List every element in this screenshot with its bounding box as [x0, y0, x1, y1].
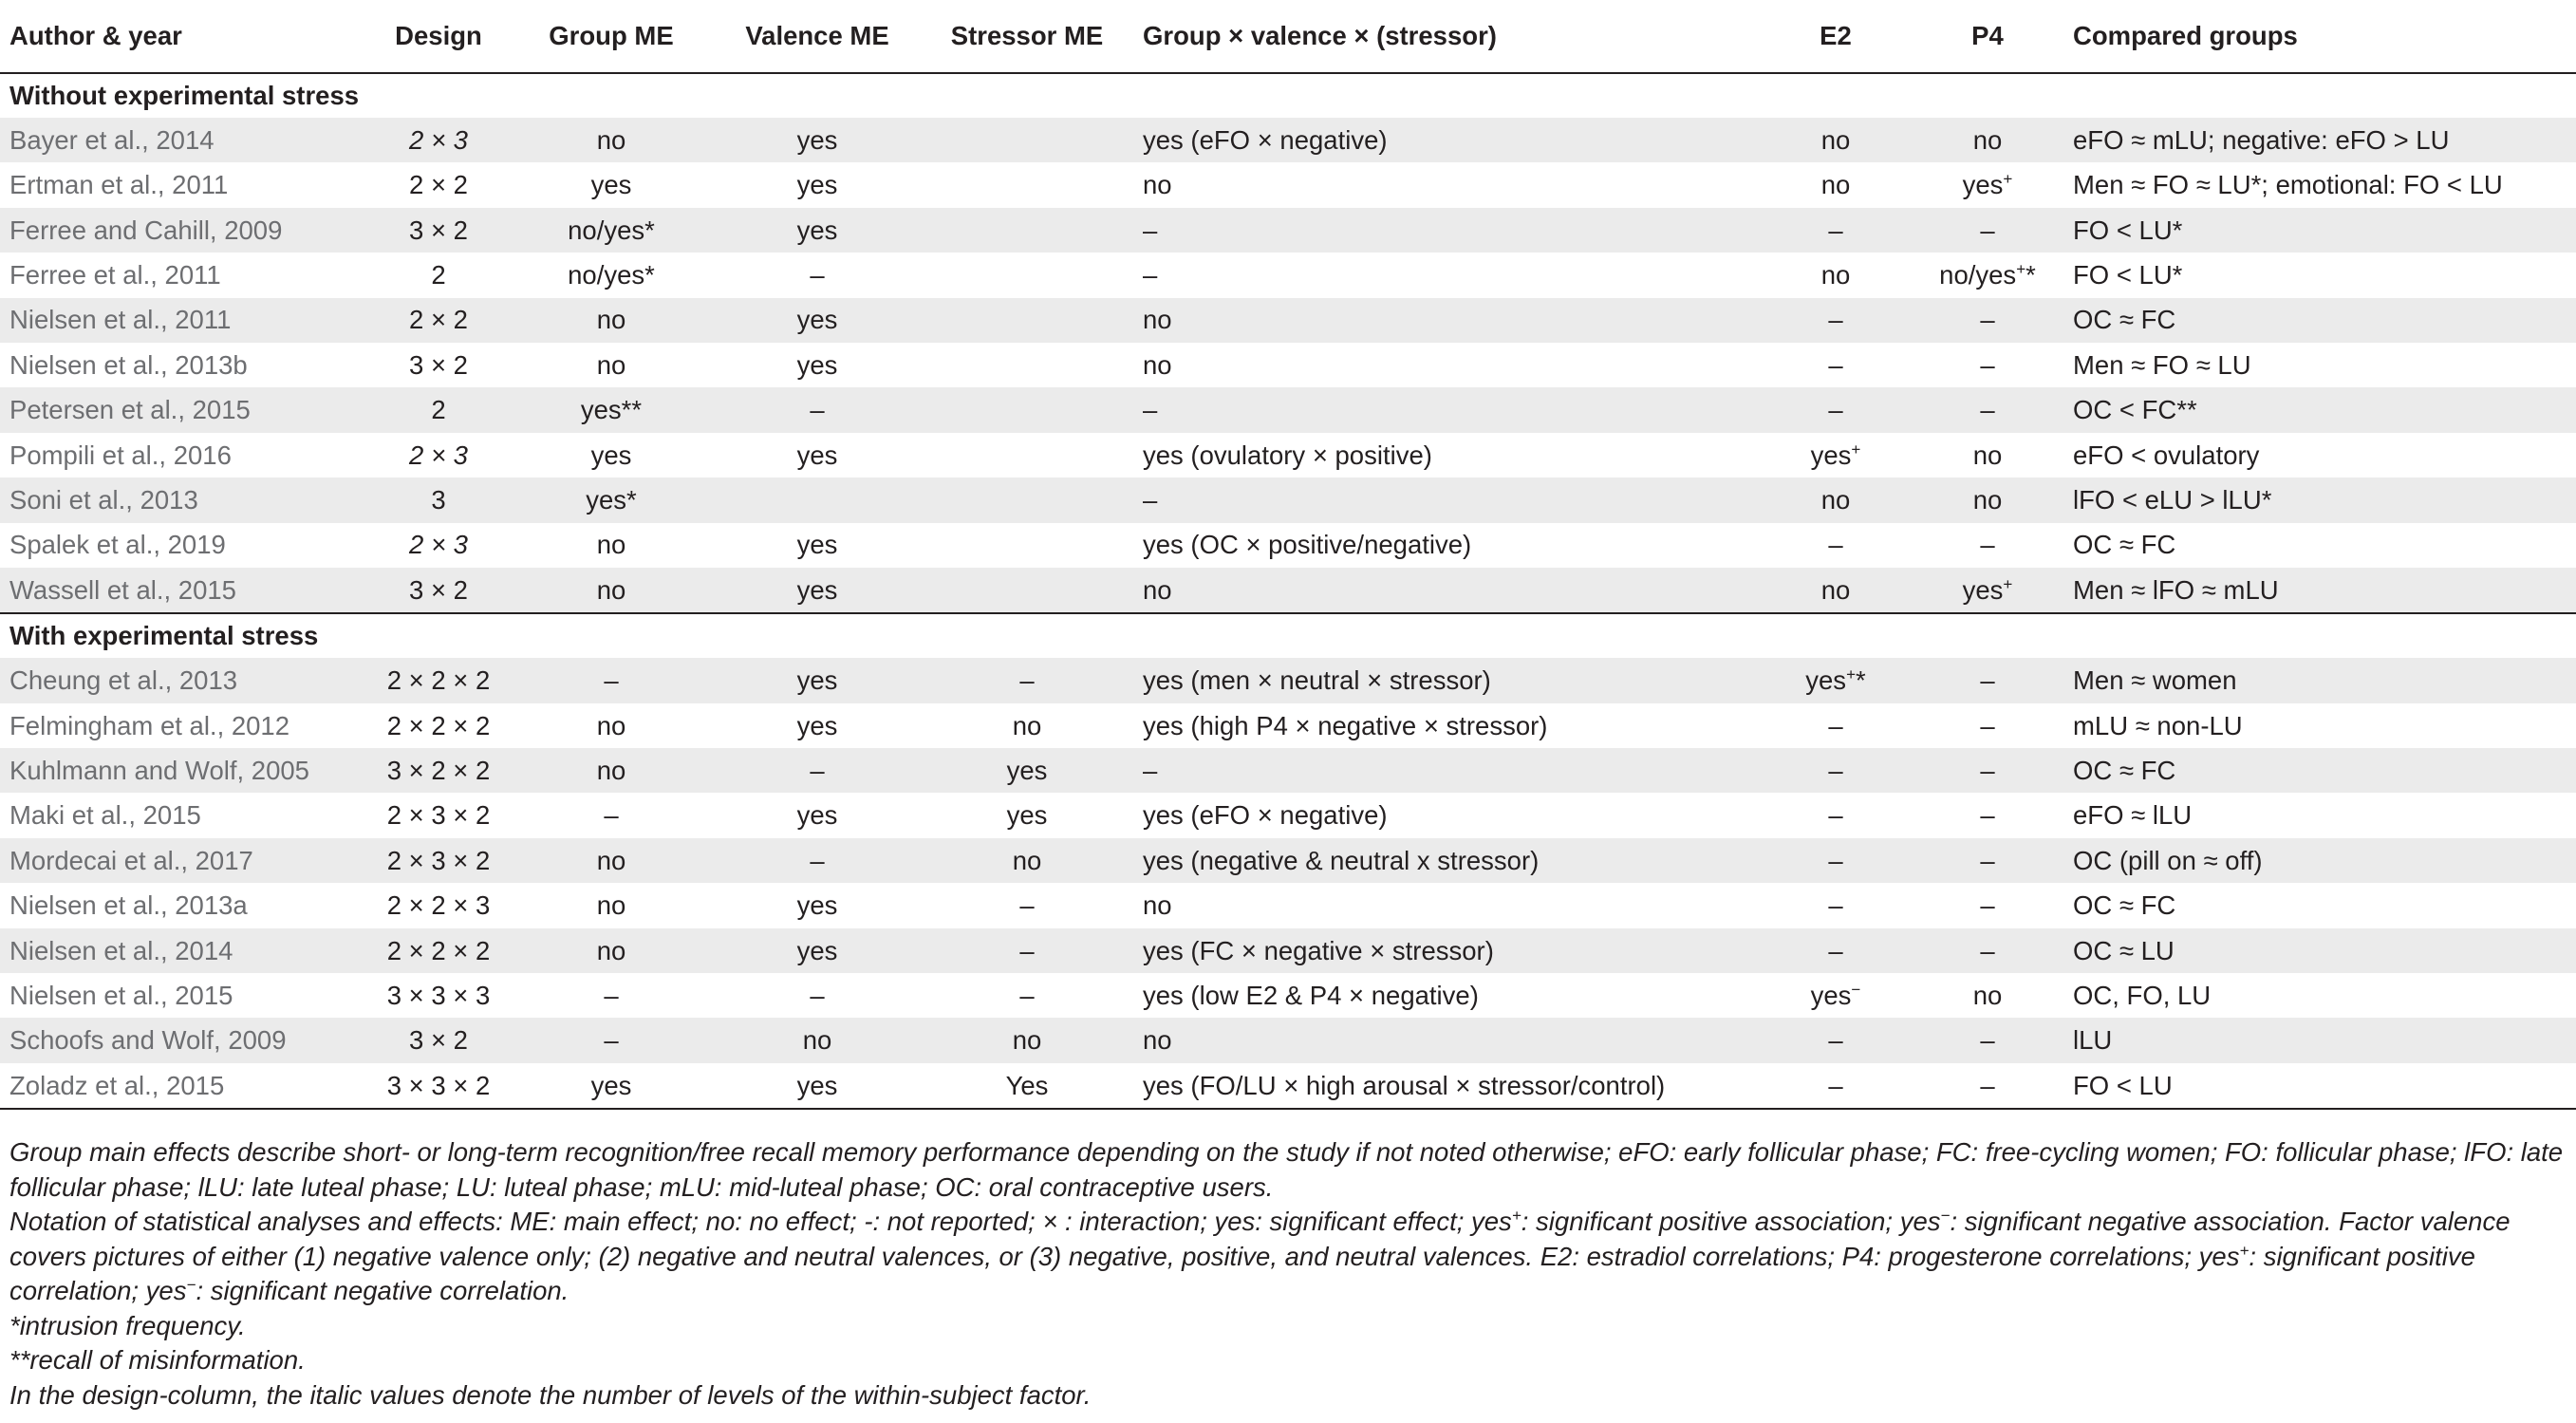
footnote-abbreviations: Group main effects describe short- or long-term recognition/free recall memory performance depending on the study if not noted otherwise; eFO: early follicular phase; FC: free-cycling women; FO: follicular phase; lFO: late follicular phase; lLU: late luteal phase; LU: luteal phase; mLU: mid-luteal phase; OC: oral contraceptive users. — [9, 1137, 2564, 1202]
cell-author: Maki et al., 2015 — [9, 800, 201, 831]
cell-p4: – — [1980, 800, 1995, 831]
section-title: With experimental stress — [9, 621, 319, 651]
cell-e2: yes+* — [1760, 658, 1912, 702]
cell-valence-me — [714, 477, 921, 522]
footnote-misinformation: **recall of misinformation. — [9, 1345, 306, 1375]
cell-stressor-me: yes — [1006, 800, 1048, 831]
header-group-me: Group ME — [509, 0, 714, 73]
cell-design: 2 × 2 × 2 — [386, 710, 491, 740]
cell-p4: – — [1912, 1063, 2063, 1109]
cell-p4: – — [1912, 928, 2063, 973]
cell-group-me: yes — [509, 1063, 714, 1109]
cell-e2: – — [1828, 890, 1843, 921]
cell-interaction: – — [1133, 748, 1760, 793]
cell-interaction: yes (FC × negative × stressor) — [1133, 928, 1760, 973]
footnote-notation-text: Notation of statistical analyses and effects: ME: main effect; no: no effect; -: not reported; × : interaction; yes: significant effect; yes+: significant positive association; yes−: significant negative association. Factor valence covers pictures of either (1) negative valence only; (2) negative and neutral valences, or (3) negative, positive, and neutral valences. E2: estradiol correlations; P4: progesterone correlations; yes+: significant positive correlation; yes−: significant negative correlation. — [9, 1206, 2511, 1305]
cell-compared-groups: lFO < eLU > lLU* — [2063, 477, 2576, 522]
cell-valence-me: – — [810, 260, 825, 290]
cell-design: 2 × 3 — [409, 440, 468, 470]
cell-e2: no — [1760, 118, 1912, 162]
cell-e2: – — [1760, 928, 1912, 973]
cell-compared-groups: eFO ≈ mLU; negative: eFO > LU — [2063, 118, 2576, 162]
cell-valence-me: yes — [714, 568, 921, 613]
cell-group-me: no/yes* — [509, 208, 714, 253]
table-row — [0, 793, 2576, 837]
cell-stressor-me — [921, 162, 1133, 207]
cell-interaction: yes (OC × positive/negative) — [1143, 530, 1472, 560]
cell-valence-me: yes — [796, 530, 838, 560]
footnote-notation — [9, 1205, 2568, 1309]
table-row — [0, 928, 2576, 973]
cell-compared-groups: FO < LU* — [2063, 208, 2576, 253]
cell-design: 2 × 2 — [409, 170, 468, 200]
table-footnotes — [9, 1135, 2568, 1413]
cell-p4: – — [1912, 387, 2063, 432]
cell-valence-me: yes — [796, 170, 838, 200]
cell-compared-groups: lLU — [2063, 1018, 2576, 1062]
cell-compared-groups: OC ≈ FC — [2073, 890, 2176, 921]
cell-valence-me: yes — [796, 440, 838, 470]
cell-author: Nielsen et al., 2015 — [9, 980, 233, 1010]
cell-p4: – — [1980, 710, 1995, 740]
cell-p4: yes+ — [1962, 170, 2013, 200]
cell-valence-me: yes — [796, 349, 838, 380]
header-valence-me: Valence ME — [714, 0, 921, 73]
cell-interaction: no — [1133, 1018, 1760, 1062]
header-compared-groups: Compared groups — [2063, 0, 2576, 73]
table-row — [0, 523, 2576, 568]
cell-author: Ferree et al., 2011 — [9, 260, 221, 290]
cell-compared-groups: OC < FC** — [2063, 387, 2576, 432]
cell-p4: – — [1912, 1018, 2063, 1062]
cell-stressor-me — [921, 477, 1133, 522]
cell-group-me: no — [509, 118, 714, 162]
cell-compared-groups: Men ≈ lFO ≈ mLU — [2063, 568, 2576, 613]
cell-stressor-me: no — [921, 1018, 1133, 1062]
cell-p4: – — [1980, 890, 1995, 921]
cell-valence-me: yes — [714, 298, 921, 343]
cell-interaction: – — [1143, 260, 1158, 290]
cell-design: 3 × 2 × 2 — [368, 748, 509, 793]
table-row — [0, 387, 2576, 432]
cell-valence-me: no — [714, 1018, 921, 1062]
cell-e2: no — [1820, 260, 1851, 290]
cell-e2: no — [1760, 477, 1912, 522]
cell-group-me: – — [509, 658, 714, 702]
cell-group-me: – — [509, 1018, 714, 1062]
header-design: Design — [368, 0, 509, 73]
cell-design: 3 × 3 × 3 — [386, 980, 491, 1010]
cell-stressor-me — [921, 433, 1133, 477]
cell-interaction: yes (FO/LU × high arousal × stressor/control) — [1133, 1063, 1760, 1109]
cell-interaction: yes (negative & neutral x stressor) — [1133, 838, 1760, 883]
cell-valence-me: – — [810, 980, 825, 1010]
table-row — [0, 703, 2576, 748]
cell-interaction: yes (eFO × negative) — [1133, 118, 1760, 162]
table-row — [0, 162, 2576, 207]
cell-interaction: no — [1143, 170, 1172, 200]
cell-valence-me: yes — [796, 890, 838, 921]
cell-group-me: no/yes* — [568, 260, 655, 290]
header-e2: E2 — [1760, 0, 1912, 73]
cell-interaction: no — [1133, 568, 1760, 613]
table-row — [0, 1063, 2576, 1109]
cell-author: Mordecai et al., 2017 — [0, 838, 368, 883]
section-header-row — [0, 73, 2576, 118]
table-row — [0, 883, 2576, 927]
cell-design: 2 — [431, 260, 446, 290]
cell-e2: – — [1760, 208, 1912, 253]
header-author: Author & year — [0, 0, 368, 73]
cell-author: Spalek et al., 2019 — [9, 530, 226, 560]
cell-p4: – — [1912, 748, 2063, 793]
cell-p4: no — [1912, 477, 2063, 522]
table-row — [0, 208, 2576, 253]
cell-stressor-me: yes — [921, 748, 1133, 793]
cell-e2: no — [1760, 568, 1912, 613]
cell-group-me: yes** — [509, 387, 714, 432]
cell-author: Nielsen et al., 2011 — [0, 298, 368, 343]
cell-valence-me: yes — [796, 710, 838, 740]
cell-e2: no — [1820, 170, 1851, 200]
cell-stressor-me: – — [1019, 890, 1035, 921]
cell-author: Pompili et al., 2016 — [9, 440, 232, 470]
cell-group-me: no — [509, 298, 714, 343]
cell-stressor-me: no — [921, 838, 1133, 883]
table-row — [0, 433, 2576, 477]
cell-p4: no/yes+* — [1939, 259, 2036, 290]
cell-interaction: no — [1133, 298, 1760, 343]
cell-design: 3 × 3 × 2 — [368, 1063, 509, 1109]
table-row — [0, 973, 2576, 1018]
cell-interaction: yes (low E2 & P4 × negative) — [1143, 980, 1479, 1010]
cell-e2: – — [1760, 298, 1912, 343]
cell-design: 2 × 2 × 2 — [368, 928, 509, 973]
cell-group-me: yes — [590, 170, 632, 200]
table-row — [0, 253, 2576, 297]
cell-design: 3 × 2 — [368, 208, 509, 253]
footnote-intrusion: *intrusion frequency. — [9, 1310, 246, 1340]
cell-stressor-me — [921, 343, 1133, 387]
cell-e2: – — [1760, 387, 1912, 432]
cell-group-me: yes* — [509, 477, 714, 522]
cell-author: Felmingham et al., 2012 — [9, 710, 290, 740]
section-without-stress — [0, 73, 2576, 613]
cell-design: 2 × 2 × 3 — [386, 890, 491, 921]
cell-stressor-me — [921, 568, 1133, 613]
cell-p4: – — [1912, 208, 2063, 253]
header-stressor-me: Stressor ME — [921, 0, 1133, 73]
cell-p4: – — [1912, 298, 2063, 343]
cell-compared-groups: mLU ≈ non-LU — [2073, 710, 2243, 740]
cell-e2: – — [1828, 530, 1843, 560]
cell-compared-groups: FO < LU — [2063, 1063, 2576, 1109]
cell-valence-me: yes — [714, 658, 921, 702]
table-row — [0, 477, 2576, 522]
cell-stressor-me — [921, 208, 1133, 253]
cell-group-me: no — [509, 928, 714, 973]
cell-design: 2 × 3 — [409, 530, 468, 560]
cell-group-me: no — [509, 568, 714, 613]
cell-group-me: yes — [590, 440, 632, 470]
cell-e2: – — [1760, 1018, 1912, 1062]
cell-compared-groups: FO < LU* — [2073, 260, 2183, 290]
cell-valence-me: – — [714, 838, 921, 883]
cell-group-me: no — [509, 748, 714, 793]
table-row — [0, 748, 2576, 793]
cell-p4: no — [1912, 118, 2063, 162]
cell-author: Nielsen et al., 2014 — [0, 928, 368, 973]
cell-e2: – — [1828, 710, 1843, 740]
cell-interaction: no — [1143, 890, 1172, 921]
cell-interaction: yes (high P4 × negative × stressor) — [1143, 710, 1548, 740]
cell-stressor-me — [921, 298, 1133, 343]
header-row — [0, 0, 2576, 73]
cell-e2: yes+ — [1810, 440, 1861, 470]
cell-group-me: no — [509, 838, 714, 883]
cell-valence-me: yes — [714, 1063, 921, 1109]
cell-design: 2 — [368, 387, 509, 432]
section-title: Without experimental stress — [9, 81, 360, 111]
cell-p4: yes+ — [1912, 568, 2063, 613]
cell-compared-groups: Men ≈ FO ≈ LU*; emotional: FO < LU — [2073, 170, 2503, 200]
section-header-row — [0, 613, 2576, 658]
cell-author: Nielsen et al., 2013b — [9, 349, 248, 380]
cell-valence-me: – — [714, 748, 921, 793]
cell-author: Ertman et al., 2011 — [9, 170, 229, 200]
cell-compared-groups: OC ≈ FC — [2063, 748, 2576, 793]
cell-compared-groups: OC ≈ LU — [2063, 928, 2576, 973]
cell-compared-groups: eFO < ovulatory — [2073, 440, 2260, 470]
cell-p4: – — [1912, 838, 2063, 883]
cell-author: Zoladz et al., 2015 — [0, 1063, 368, 1109]
cell-e2: – — [1760, 838, 1912, 883]
cell-e2: – — [1828, 349, 1843, 380]
cell-compared-groups: OC (pill on ≈ off) — [2063, 838, 2576, 883]
cell-interaction: no — [1143, 349, 1172, 380]
section-with-stress — [0, 613, 2576, 1109]
cell-valence-me: yes — [714, 118, 921, 162]
cell-interaction: – — [1133, 477, 1760, 522]
cell-valence-me: yes — [714, 928, 921, 973]
cell-stressor-me: no — [1012, 710, 1042, 740]
footnote-design-column: In the design-column, the italic values denote the number of levels of the within-subject factor. — [9, 1379, 1092, 1410]
cell-group-me: – — [604, 980, 619, 1010]
cell-group-me: no — [596, 710, 626, 740]
cell-p4: – — [1912, 658, 2063, 702]
cell-group-me: no — [596, 349, 626, 380]
cell-valence-me: yes — [796, 800, 838, 831]
cell-group-me: – — [604, 800, 619, 831]
table-row — [0, 658, 2576, 702]
cell-stressor-me: – — [921, 658, 1133, 702]
cell-author: Ferree and Cahill, 2009 — [0, 208, 368, 253]
cell-compared-groups: Men ≈ women — [2063, 658, 2576, 702]
cell-interaction: yes (ovulatory × positive) — [1143, 440, 1432, 470]
cell-design: 2 × 3 × 2 — [386, 800, 491, 831]
cell-p4: – — [1980, 530, 1995, 560]
table-row — [0, 1018, 2576, 1062]
cell-stressor-me: – — [921, 928, 1133, 973]
cell-design: 3 — [368, 477, 509, 522]
cell-author: Petersen et al., 2015 — [0, 387, 368, 432]
cell-e2: – — [1760, 748, 1912, 793]
cell-design: 3 × 2 — [368, 568, 509, 613]
cell-compared-groups: OC, FO, LU — [2073, 980, 2212, 1010]
cell-design: 3 × 2 — [368, 1018, 509, 1062]
cell-interaction: yes (men × neutral × stressor) — [1133, 658, 1760, 702]
cell-stressor-me — [921, 523, 1133, 568]
cell-design: 3 × 2 — [409, 349, 468, 380]
cell-e2: – — [1828, 800, 1843, 831]
cell-p4: – — [1980, 349, 1995, 380]
cell-p4: no — [1972, 440, 2003, 470]
cell-design: 2 × 2 × 2 — [368, 658, 509, 702]
cell-stressor-me: – — [1019, 980, 1035, 1010]
table-row — [0, 568, 2576, 613]
cell-compared-groups: OC ≈ FC — [2073, 530, 2176, 560]
cell-author: Kuhlmann and Wolf, 2005 — [0, 748, 368, 793]
cell-author: Schoofs and Wolf, 2009 — [0, 1018, 368, 1062]
cell-stressor-me — [921, 118, 1133, 162]
cell-group-me: no — [596, 530, 626, 560]
cell-stressor-me — [921, 387, 1133, 432]
table-row — [0, 118, 2576, 162]
cell-author: Cheung et al., 2013 — [0, 658, 368, 702]
table-row — [0, 343, 2576, 387]
cell-group-me: no — [596, 890, 626, 921]
cell-valence-me: yes — [714, 208, 921, 253]
header-interaction: Group × valence × (stressor) — [1133, 0, 1760, 73]
cell-stressor-me: Yes — [921, 1063, 1133, 1109]
cell-interaction: yes (eFO × negative) — [1143, 800, 1388, 831]
cell-design: 2 × 2 — [368, 298, 509, 343]
cell-author: Soni et al., 2013 — [0, 477, 368, 522]
cell-interaction: – — [1133, 208, 1760, 253]
cell-compared-groups: OC ≈ FC — [2063, 298, 2576, 343]
cell-compared-groups: Men ≈ FO ≈ LU — [2073, 349, 2251, 380]
cell-author: Wassell et al., 2015 — [0, 568, 368, 613]
cell-p4: no — [1972, 980, 2003, 1010]
header-p4: P4 — [1912, 0, 2063, 73]
table-row — [0, 838, 2576, 883]
cell-interaction: – — [1133, 387, 1760, 432]
table-row — [0, 298, 2576, 343]
cell-design: 2 × 3 × 2 — [368, 838, 509, 883]
cell-stressor-me — [921, 253, 1133, 297]
cell-e2: yes− — [1810, 980, 1861, 1010]
cell-compared-groups: eFO ≈ lLU — [2073, 800, 2193, 831]
cell-valence-me: – — [714, 387, 921, 432]
cell-author: Nielsen et al., 2013a — [9, 890, 248, 921]
cell-design: 2 × 3 — [368, 118, 509, 162]
cell-author: Bayer et al., 2014 — [0, 118, 368, 162]
cell-e2: – — [1760, 1063, 1912, 1109]
